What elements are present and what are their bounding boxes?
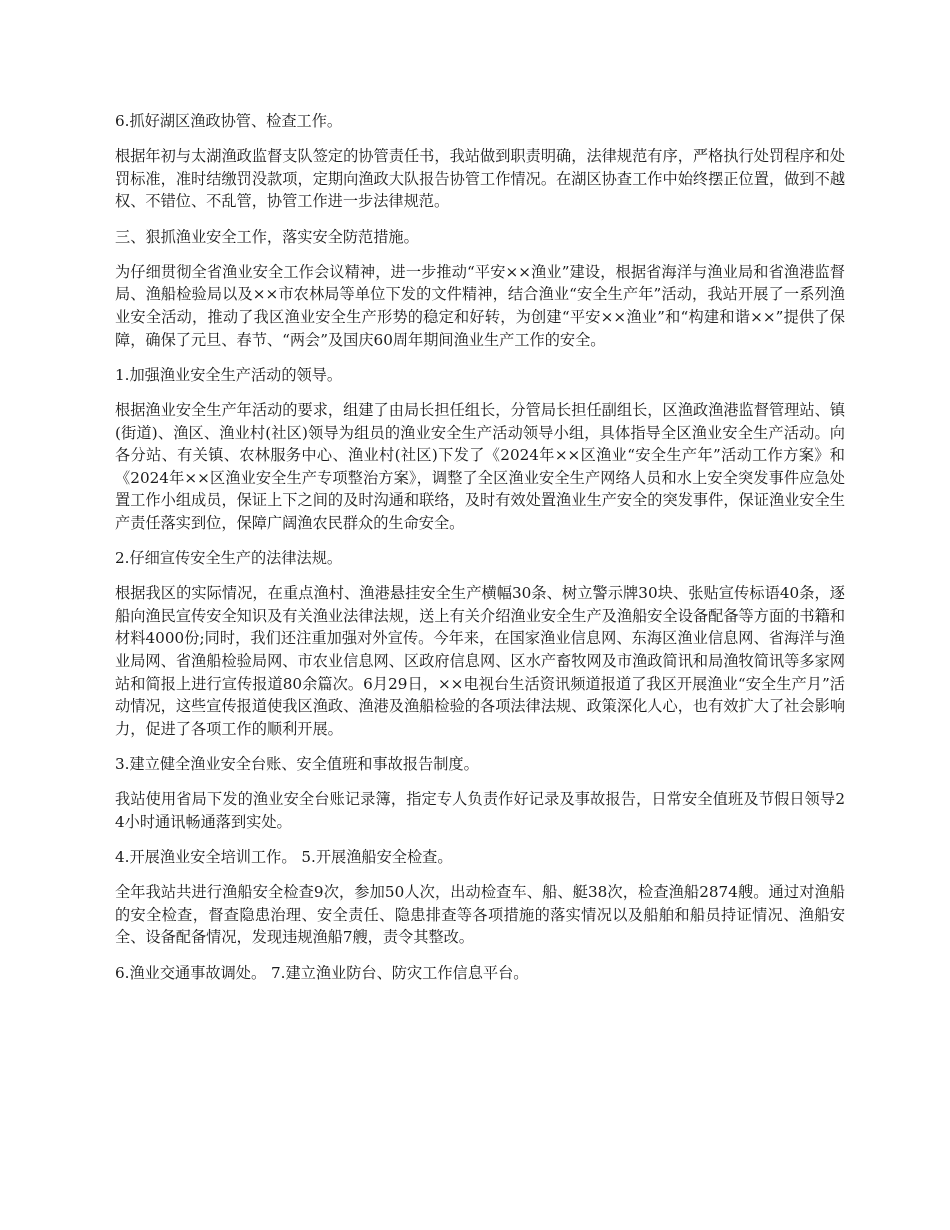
body-paragraph: 根据渔业安全生产年活动的要求，组建了由局长担任组长，分管局长担任副组长，区渔政渔港监督管理站、镇(街道)、渔区、渔业村(社区)领导为组员的渔业安全生产活动领导小组，具体指导全区渔业安全生产活动。向各分站、有关镇、农林服务中心、渔业村(社区)下发了《2024年××区渔业“安全生产年”活动工作方案》和《2024年××区渔业安全生产专项整治方案》，调整了全区渔业安全生产网络人员和水上安全突发事件应急处置工作小组成员，保证上下之间的及时沟通和联络，及时有效处置渔业生产安全的突发事件，保证渔业安全生产责任落实到位，保障广阔渔农民群众的生命安全。	[115, 400, 845, 532]
section-heading: 6.渔业交通事故调处。 7.建立渔业防台、防灾工作信息平台。	[115, 963, 529, 982]
section-heading: 3.建立健全渔业安全台账、安全值班和事故报告制度。	[115, 755, 479, 773]
body-paragraph: 为仔细贯彻全省渔业安全工作会议精神，进一步推动“平安××渔业”建设，根据省海洋与渔业局和省渔港监督局、渔船检验局以及××市农林局等单位下发的文件精神，结合渔业“安全生产年”活动，我站开展了一系列渔业安全活动，推动了我区渔业安全生产形势的稳定和好转，为创建“平安××渔业”和“构建和谐××”提供了保障，确保了元旦、春节、“两会”及国庆60周年期间渔业生产工作的安全。	[115, 262, 845, 349]
section-heading: 三、狠抓渔业安全工作，落实安全防范措施。	[115, 227, 419, 246]
section-heading: 4.开展渔业安全培训工作。 5.开展渔船安全检查。	[115, 847, 453, 866]
body-paragraph: 我站使用省局下发的渔业安全台账记录簿，指定专人负责作好记录及事故报告，日常安全值班及节假日领导24小时通讯畅通落到实处。	[115, 790, 845, 831]
document-body	[115, 110, 845, 997]
body-paragraph: 根据年初与太湖渔政监督支队签定的协管责任书，我站做到职责明确，法律规范有序，严格执行处罚程序和处罚标准，准时结缴罚没款项，定期向渔政大队报告协管工作情况。在湖区协查工作中始终摆正位置，做到不越权、不错位、不乱管，协管工作进一步法律规范。	[115, 147, 845, 211]
section-heading: 6.抓好湖区渔政协管、检查工作。	[115, 112, 343, 130]
body-paragraph: 全年我站共进行渔船安全检查9次，参加50人次，出动检查车、船、艇38次，检查渔船2874艘。通过对渔船的安全检查，督查隐患治理、安全责任、隐患排查等各项措施的落实情况以及船舶和船员持证情况、渔船安全、设备配备情况，发现违规渔船7艘，责令其整改。	[115, 883, 845, 947]
section-heading: 1.加强渔业安全生产活动的领导。	[115, 365, 343, 384]
section-heading: 2.仔细宣传安全生产的法律法规。	[115, 549, 343, 568]
body-paragraph: 根据我区的实际情况，在重点渔村、渔港悬挂安全生产横幅30条、树立警示牌30块、张贴宣传标语40条，逐船向渔民宣传安全知识及有关渔业法律法规，送上有关介绍渔业安全生产及渔船安全设备配备等方面的书籍和材料4000份;同时，我们还注重加强对外宣传。今年来，在国家渔业信息网、东海区渔业信息网、省海洋与渔业局网、省渔船检验局网、市农业信息网、区政府信息网、区水产畜牧网及市渔政简讯和局渔牧简讯等多家网站和简报上进行宣传报道80余篇次。6月29日，××电视台生活资讯频道报道了我区开展渔业“安全生产月”活动情况，这些宣传报道使我区渔政、渔港及渔船检验的各项法律法规、政策深化人心，也有效扩大了社会影响力，促进了各项工作的顺利开展。	[115, 584, 845, 738]
